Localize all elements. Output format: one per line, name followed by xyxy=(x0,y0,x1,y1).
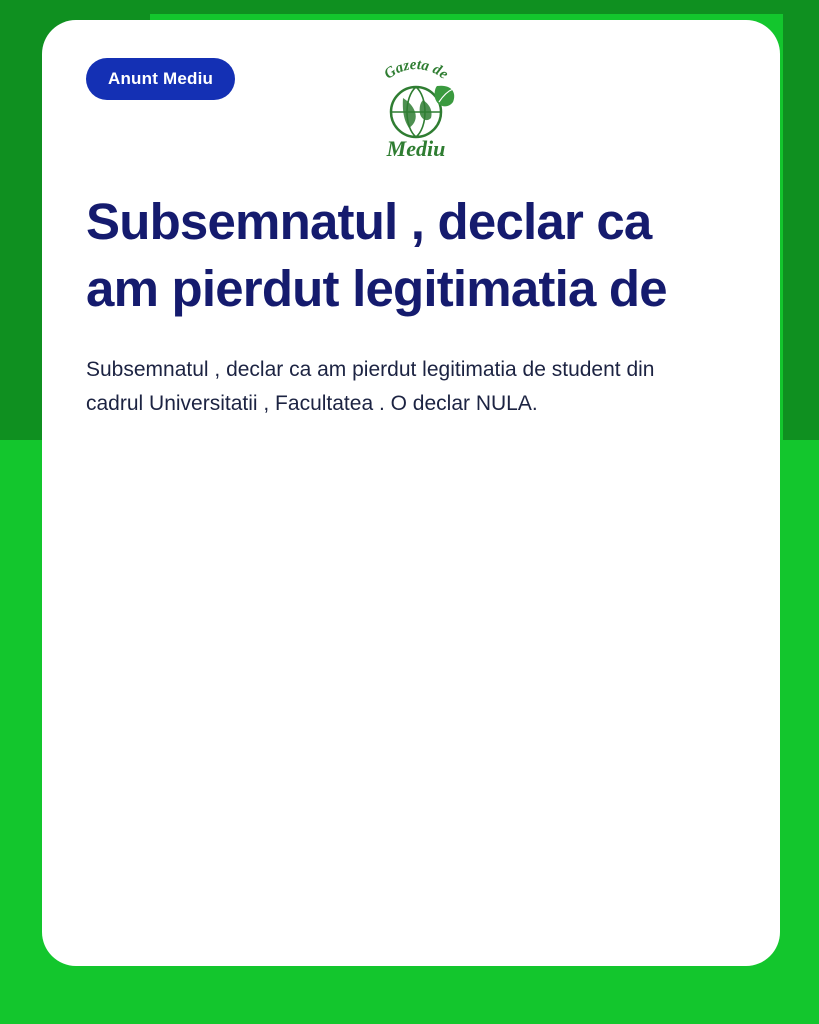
page-title: Subsemnatul , declar ca am pierdut legitimatia de xyxy=(86,193,667,318)
card-header xyxy=(86,50,736,170)
category-badge[interactable]: Anunt Mediu xyxy=(86,58,235,100)
svg-text:Gazeta de: Gazeta de xyxy=(381,57,451,83)
svg-text:Mediu: Mediu xyxy=(386,136,446,161)
background-right-band xyxy=(783,0,819,440)
gazeta-de-mediu-logo xyxy=(361,50,471,165)
announcement-body: Subsemnatul , declar ca am pierdut legitimatia de student din cadrul Universitatii , Facultatea . O declar NULA. xyxy=(86,357,655,415)
content-card xyxy=(42,20,780,966)
